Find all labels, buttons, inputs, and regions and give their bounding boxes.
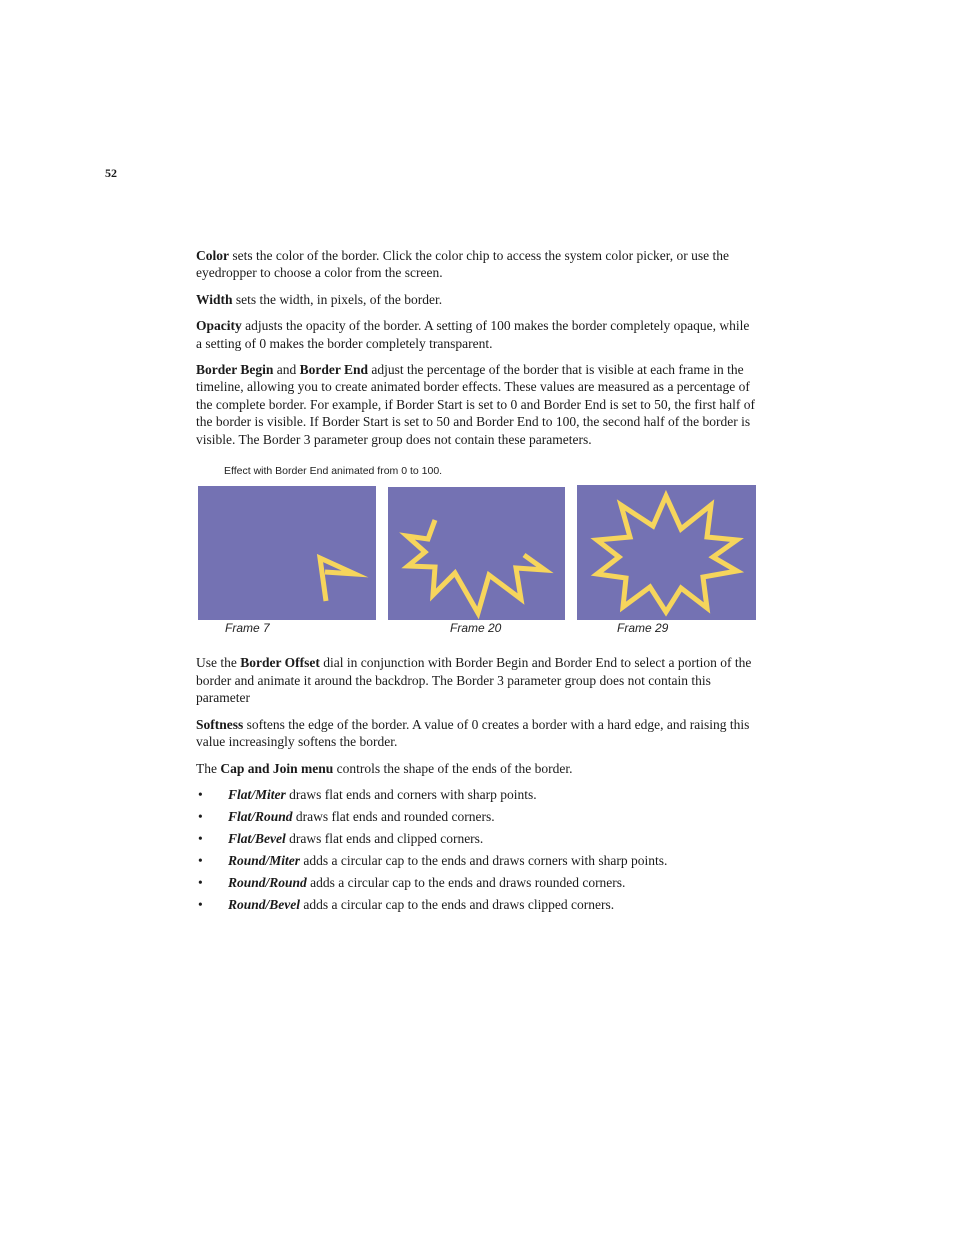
list-item (196, 786, 758, 803)
paragraph-cap-join (196, 760, 758, 777)
frame-7-label: Frame 7 (225, 621, 270, 636)
option-term: Round/Round (228, 874, 307, 890)
option-description: draws flat ends and clipped corners. (285, 830, 484, 846)
frame-20-image (388, 487, 565, 620)
figure (196, 486, 758, 634)
cap-join-options-list (196, 786, 758, 913)
bullet-icon: • (198, 786, 203, 802)
list-item (196, 896, 758, 913)
bullet-icon: • (198, 896, 203, 912)
option-description: draws flat ends and rounded corners. (292, 808, 495, 824)
term-width: Width (196, 291, 233, 307)
term-softness: Softness (196, 716, 244, 732)
main-content (196, 247, 758, 918)
list-item (196, 874, 758, 891)
border-stroke-frame-20 (388, 487, 565, 620)
paragraph-opacity (196, 317, 758, 352)
bullet-icon: • (198, 852, 203, 868)
frame-7-image (198, 486, 376, 620)
option-description: adds a circular cap to the ends and draws clipped corners. (300, 896, 615, 912)
paragraph-text: sets the color of the border. Click the color chip to access the system color picker, or use the eyedropper to choose a color from the screen. (196, 248, 729, 281)
term-opacity: Opacity (196, 318, 242, 334)
border-stroke-frame-7 (198, 486, 376, 620)
figure-caption: Effect with Border End animated from 0 to 100. (224, 465, 443, 478)
option-description: adds a circular cap to the ends and draws corners with sharp points. (300, 852, 668, 868)
frame-20-label: Frame 20 (450, 621, 502, 636)
paragraph-softness (196, 716, 758, 751)
paragraph-text: dial in conjunction with Border Begin and Border End to select a portion of the border and animate it around the backdrop. The Border 3 parameter group does not contain this parameter (196, 655, 752, 706)
paragraph-text: sets the width, in pixels, of the border. (232, 291, 443, 307)
option-description: draws flat ends and corners with sharp points. (285, 786, 537, 802)
list-item (196, 808, 758, 825)
term-cap-join-menu: Cap and Join menu (220, 760, 334, 776)
paragraph-width (196, 291, 758, 308)
paragraph-text: The (196, 760, 221, 776)
option-term: Flat/Miter (228, 786, 286, 802)
paragraph-text: adjusts the opacity of the border. A setting of 100 makes the border completely opaque, while a setting of 0 makes the border completely transparent. (196, 318, 750, 351)
paragraph-border-begin (196, 361, 758, 448)
list-item (196, 852, 758, 869)
paragraph-text: Use the (196, 655, 241, 671)
paragraph-text: controls the shape of the ends of the border. (333, 760, 573, 776)
list-item (196, 830, 758, 847)
paragraph-color (196, 247, 758, 282)
bullet-icon: • (198, 808, 203, 824)
option-term: Round/Bevel (228, 896, 301, 912)
bullet-icon: • (198, 874, 203, 890)
paragraph-border-offset (196, 654, 758, 706)
paragraph-text: softens the edge of the border. A value of 0 creates a border with a hard edge, and raising this value increasingly softens the border. (196, 716, 750, 750)
frame-29-label: Frame 29 (617, 621, 669, 636)
term-border-end: Border End (299, 362, 369, 378)
option-term: Round/Miter (228, 852, 301, 868)
option-description: adds a circular cap to the ends and draws rounded corners. (306, 874, 626, 890)
paragraph-text: adjust the percentage of the border that is visible at each frame in the timeline, allowing you to create animated border effects. These values are measured as a percentage of the complete border. For example, if Border Start is set to 0 and Border End is set to 50, the first half of the border is visible. If Border Start is set to 50 and Border End to 100, the second half of the border is visible. The Border 3 parameter group does not contain these parameters. (196, 362, 755, 447)
page-number: 52 (105, 166, 117, 180)
border-stroke-frame-29 (577, 485, 756, 620)
term-color: Color (196, 248, 229, 263)
paragraph-text: and (273, 362, 300, 378)
option-term: Flat/Bevel (228, 830, 286, 846)
term-border-offset: Border Offset (240, 655, 320, 671)
option-term: Flat/Round (228, 808, 293, 824)
frame-29-image (577, 485, 756, 620)
bullet-icon: • (198, 830, 203, 846)
term-border-begin: Border Begin (196, 362, 274, 378)
